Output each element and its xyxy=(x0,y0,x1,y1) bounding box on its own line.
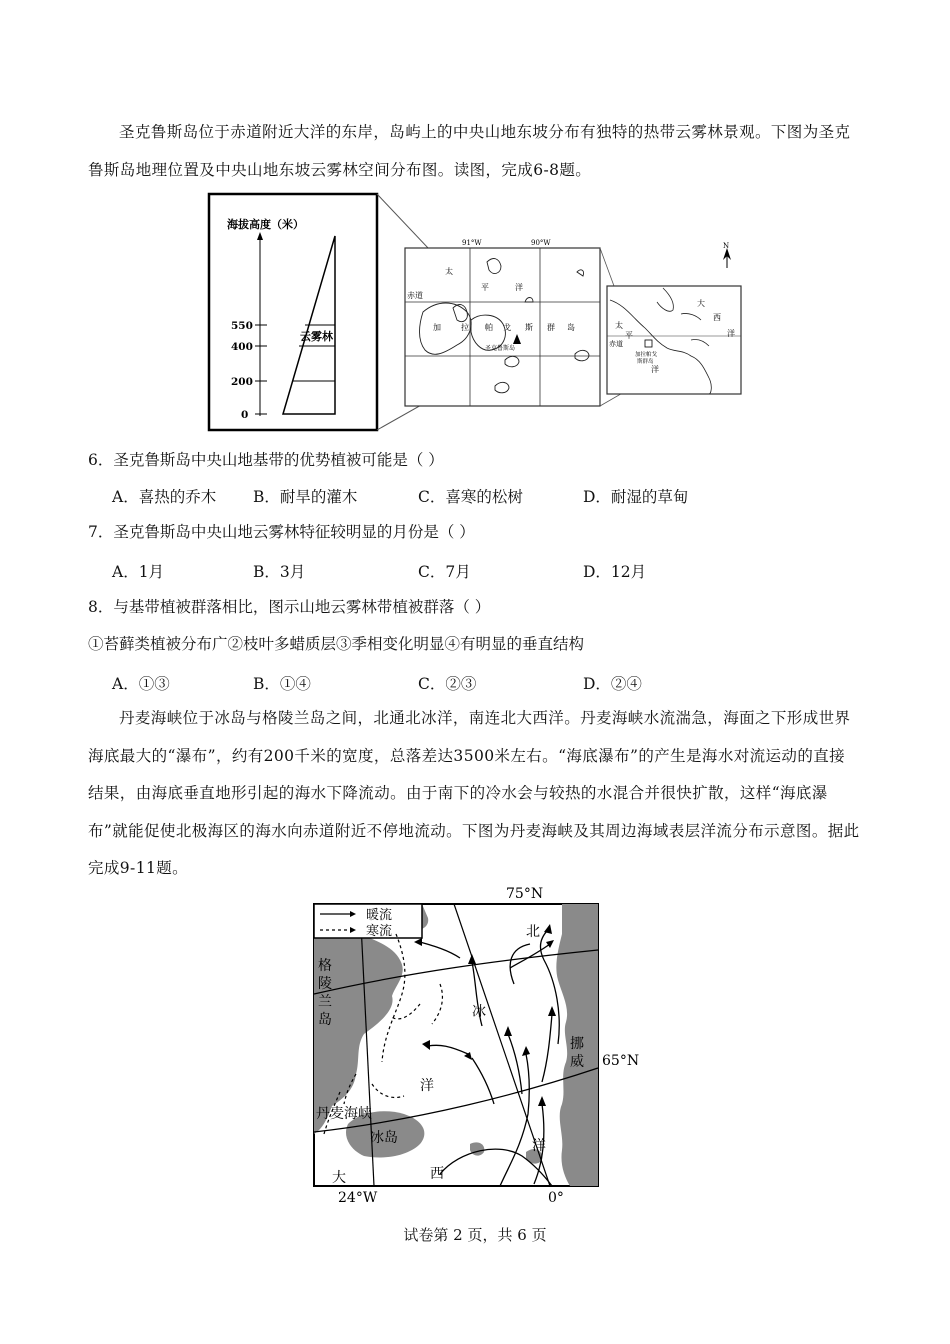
greenland-char-4: 岛 xyxy=(318,1012,332,1028)
ocean-char-2: 平 xyxy=(481,283,489,292)
question-8-statements: ①苔藓类植被分布广②枝叶多蜡质层③季相变化明显④有明显的垂直结构 xyxy=(88,635,585,653)
q7-option-c[interactable]: C．7月 xyxy=(418,563,471,581)
intro-text-1: 圣克鲁斯岛位于赤道附近大洋的东岸，岛屿上的中央山地东坡分布有独特的热带云雾林景观。下图为圣克鲁斯岛地理位置及中央山地东坡云雾林空间分布图。读图，完成6-8题。 xyxy=(88,123,851,179)
q8-option-d[interactable]: D．②④ xyxy=(583,675,642,693)
lat-75n: 75°N xyxy=(506,886,544,902)
greenland-char-2: 陵 xyxy=(318,976,332,992)
ocean-char-3: 洋 xyxy=(515,283,523,292)
atlantic-char-2: 西 xyxy=(430,1166,444,1182)
q6-option-b[interactable]: B．耐旱的灌木 xyxy=(253,488,358,506)
arctic-char-3: 洋 xyxy=(420,1078,434,1094)
greenland-char-3: 兰 xyxy=(318,994,332,1010)
question-6-stem: 6．圣克鲁斯岛中央山地基带的优势植被可能是（ ） xyxy=(88,451,444,469)
iceland-label: 冰岛 xyxy=(370,1130,398,1146)
islands-char-6: 群 xyxy=(547,323,555,332)
q8-option-a[interactable]: A．①③ xyxy=(112,675,170,693)
cloud-forest-label: 云雾林 xyxy=(300,330,333,343)
denmark-strait-label: 丹麦海峡 xyxy=(316,1106,372,1122)
lon-24w: 24°W xyxy=(338,1190,378,1206)
figure-1-santa-cruz xyxy=(205,190,745,435)
norway-char-1: 挪 xyxy=(570,1036,584,1052)
pacific-char-3: 洋 xyxy=(651,365,659,374)
islands-char-3: 帕 xyxy=(485,323,493,332)
y-axis-title: 海拔高度（米） xyxy=(227,218,304,231)
lon-90w: 90°W xyxy=(531,239,551,247)
q6-option-a[interactable]: A．喜热的乔木 xyxy=(112,488,217,506)
q7-option-a[interactable]: A．1月 xyxy=(112,563,165,581)
q6-option-c[interactable]: C．喜寒的松树 xyxy=(418,488,523,506)
galapagos-label-1: 加拉帕戈 xyxy=(635,352,658,358)
tick-200: 200 xyxy=(231,376,253,388)
galapagos-label-2: 斯群岛 xyxy=(637,359,654,365)
q8-option-c[interactable]: C．②③ xyxy=(418,675,477,693)
legend-warm: 暖流 xyxy=(366,908,393,923)
page-footer: 试卷第 2 页，共 6 页 xyxy=(403,1226,547,1244)
islands-char-5: 斯 xyxy=(525,323,533,332)
question-7-stem: 7．圣克鲁斯岛中央山地云雾林特征较明显的月份是（ ） xyxy=(88,523,475,541)
lat-65n: 65°N xyxy=(602,1053,640,1069)
tick-0: 0 xyxy=(241,409,249,421)
pacific-char-2: 平 xyxy=(625,331,633,340)
norway-char-2: 威 xyxy=(570,1054,584,1070)
atlantic-char-2: 西 xyxy=(713,313,721,322)
islands-char-7: 岛 xyxy=(567,323,575,332)
atlantic-char-3: 洋 xyxy=(727,329,735,338)
intro-paragraph-1 xyxy=(88,114,860,189)
ocean-char-1: 太 xyxy=(445,267,453,276)
legend-cold: 寒流 xyxy=(366,924,393,939)
north-label: N xyxy=(723,242,730,250)
arctic-char-1: 北 xyxy=(526,924,540,940)
arctic-char-2: 冰 xyxy=(472,1004,486,1020)
islands-char-4: 戈 xyxy=(503,323,511,332)
figure-2-denmark-strait xyxy=(300,884,650,1206)
question-8-stem: 8．与基带植被群落相比，图示山地云雾林带植被群落（ ） xyxy=(88,598,491,616)
atlantic-char-1: 大 xyxy=(332,1170,346,1186)
pacific-char-1: 太 xyxy=(615,321,623,330)
q8-option-b[interactable]: B．①④ xyxy=(253,675,311,693)
tick-550: 550 xyxy=(231,320,253,332)
atlantic-char-3: 洋 xyxy=(532,1138,546,1154)
islands-char-2: 拉 xyxy=(461,323,469,332)
santa-cruz-label: 圣克鲁斯岛 xyxy=(485,345,516,352)
greenland-char-1: 格 xyxy=(318,958,332,974)
q7-option-d[interactable]: D．12月 xyxy=(583,563,647,581)
q6-option-d[interactable]: D．耐湿的草甸 xyxy=(583,488,689,506)
equator-label-mid: 赤道 xyxy=(407,291,423,300)
intro-text-2: 丹麦海峡位于冰岛与格陵兰岛之间，北通北冰洋，南连北大西洋。丹麦海峡水流湍急，海面之下形成世界海底最大的“瀑布”，约有200千米的宽度，总落差达3500米左右。“海底瀑布”的产生是海水对流运动的直接结果，由海底垂直地形引起的海水下降流动。由于南下的冷水会与较热的水混合并很快扩散，这样“海底瀑布”就能促使北极海区的海水向赤道附近不停地流动。下图为丹麦海峡及其周边海域表层洋流分布示意图。据此完成9-11题。 xyxy=(88,709,860,877)
lon-91w: 91°W xyxy=(462,239,482,247)
tick-400: 400 xyxy=(231,341,253,353)
equator-label-right: 赤道 xyxy=(609,340,623,348)
islands-char-1: 加 xyxy=(433,323,441,332)
atlantic-char-1: 大 xyxy=(697,299,705,308)
intro-paragraph-2 xyxy=(88,700,860,888)
q7-option-b[interactable]: B．3月 xyxy=(253,563,306,581)
lon-0: 0° xyxy=(548,1190,564,1206)
